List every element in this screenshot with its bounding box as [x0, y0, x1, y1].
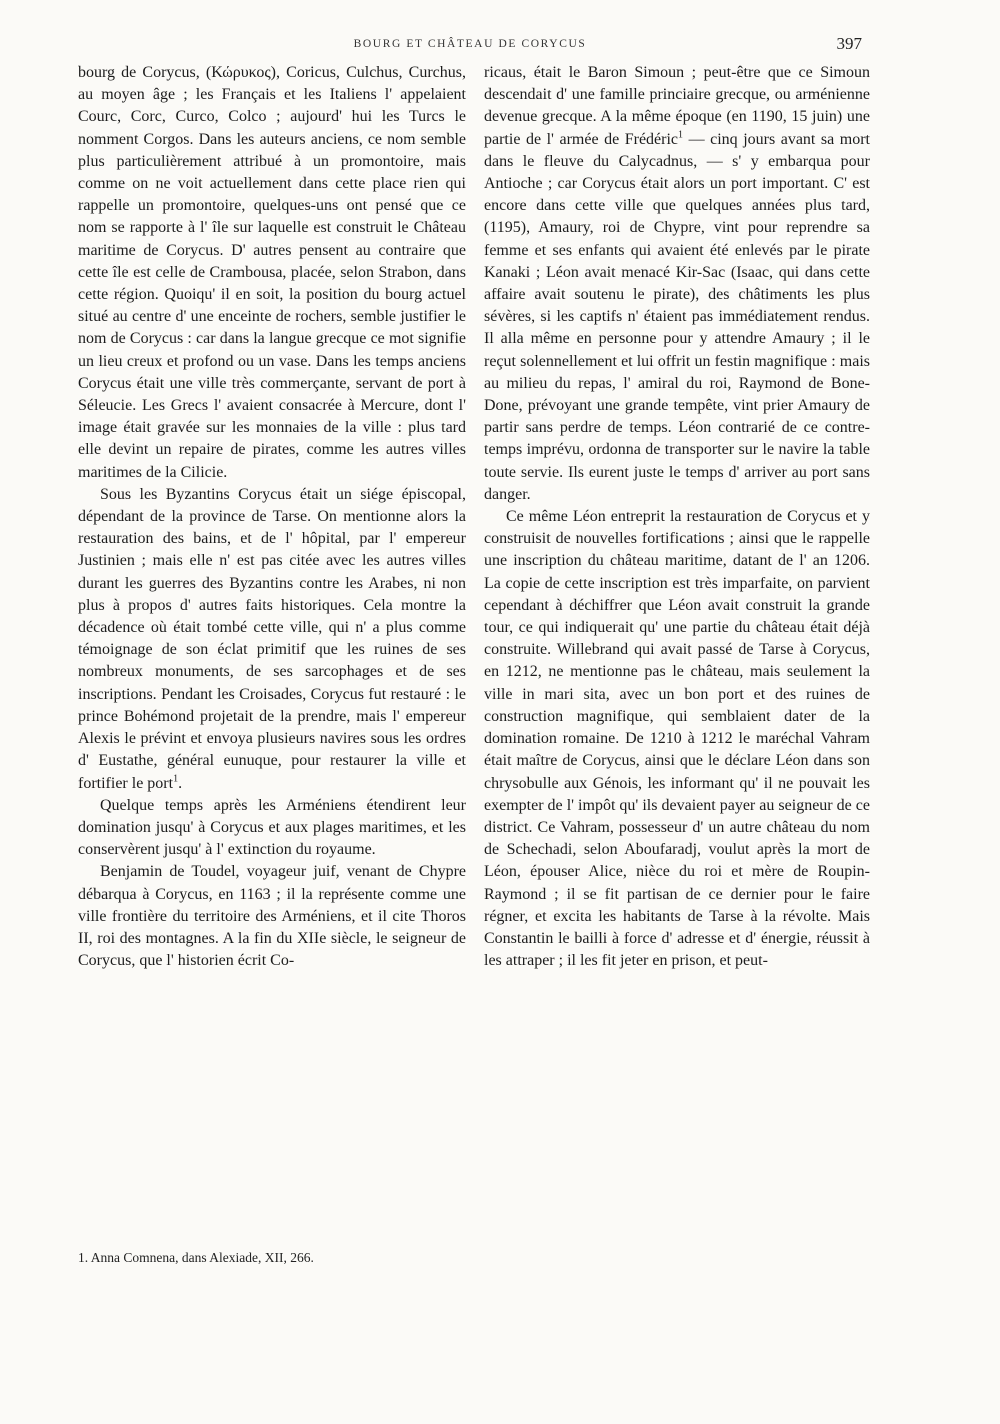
paragraph: bourg de Corycus, (Κώρυκος), Coricus, Culchus, Curchus, au moyen âge ; les Français et les Italiens l' appelaient Courc, Corc, Curco, Colco ; aujourd' hui les Turcs le nomment Corgos. Dans les auteurs anciens, ce nom semble plus particulièrement attribué à un promontoire, mais comme on ne voit actuellement dans cette place rien qui rappelle un promontoire, quelques-uns ont pensé que ce nom se rapporte à l' île sur laquelle est construit le Château maritime de Corycus. D' autres pensent au contraire que cette île est celle de Crambousa, placée, selon Strabon, dans cette région. Quoiqu' il en soit, la position du bourg actuel situé au centre d' une enceinte de rochers, semble justifier le nom de Corycus : car dans la langue grecque ce mot signifie un lieu creux et profond ou un vase. Dans les temps anciens Corycus était une ville très commerçante, servant de port à Séleucie. Les Grecs l' avaient consacrée à Mercure, dont l' image était gravée sur les monnaies de la ville : plus tard elle devint un repaire de pirates, comme les autres villes maritimes de la Cilicie.: [78, 64, 466, 481]
page-header: [78, 34, 862, 58]
paragraph: Benjamin de Toudel, voyageur juif, venant de Chypre débarqua à Corycus, en 1163 ; il la représente comme une ville frontière du territoire des Arméniens, et il cite Thoros II, roi des montagnes. A la fin du XIIe siècle, le seigneur de Corycus, que l' historien écrit Co-: [78, 863, 466, 970]
footnote: 1. Anna Comnena, dans Alexiade, XII, 266.: [78, 1250, 314, 1265]
page-number: 397: [836, 34, 862, 53]
right-column: [484, 62, 870, 972]
footnote-ref: 1: [678, 129, 684, 141]
paragraph: [78, 484, 466, 795]
paragraph-text: Sous les Byzantins Corycus était un siége épiscopal, dépendant de la province de Tarse. On mentionne alors la restauration des bains, et de l' hôpital, par l' empereur Justinien ; mais elle n' est pas citée avec les autres villes durant les guerres des Byzantins contre les Arabes, ni non plus à propos d' autres faits historiques. Cela montre la décadence où était tombé cette ville, qui n' a plus comme témoignage de son éclat primitif que les ruines de ses nombreux monuments, de ses sarcophages et de ses inscriptions. Pendant les Croisades, Corycus fut restauré : le prince Bohémond projetait de la prendre, mais l' empereur Alexis le prévint et envoya plusieurs navires sous les ordres d' Eustathe, général eunuque, pour restaurer la ville et fortifier le port: [78, 485, 466, 792]
paragraph: Ce même Léon entreprit la restauration de Corycus et y construisit de nouvelles fortifications ; ainsi que le rappelle une inscription du château maritime, datant de l' an 1206. La copie de cette inscription est très imparfaite, on parvient cependant à déchiffrer que Léon avait construit la grande tour, ce qui indiquerait qu' une partie du château était déjà construite. Willebrand qui avait passé de Tarse à Corycus, en 1212, ne mentionne pas le château, mais seulement la ville in mari sita, avec un bon port et des ruines de construction magnifique, qui semblaient dater de la domination romaine. De 1210 à 1212 le maréchal Vahram était maître de Corycus, ainsi que le déclare Léon dans son chrysobulle aux Génois, les informant qu' il ne pouvait les exempter de l' impôt qu' ils devaient payer au seigneur de ce district. Ce Vahram, possesseur d' un autre château du nom de Schechadi, selon Aboufaradj, voulut après la mort de Léon, épouser Alice, nièce du roi et mère de Roupin-Raymond ; il se fit partisan de ce dernier pour le faire régner, et excita les habitants de Tarse à la révolte. Mais Constantin le bailli à force d' adresse et d' énergie, réussit à les attraper ; il les fit jeter en prison, et peut-: [484, 508, 870, 970]
left-column: [78, 62, 466, 972]
footnote-ref: 1: [173, 773, 179, 785]
paragraph: [484, 62, 870, 506]
paragraph-text: ricaus, était le Baron Simoun ; peut-être que ce Simoun descendait d' une famille princiaire grecque, ou arménienne devenue grecque. A la même époque (en 1190, 15 juin) une partie de l' armée de Frédéric: [484, 64, 870, 148]
running-head: BOURG ET CHÂTEAU DE CORYCUS: [353, 38, 587, 50]
paragraph-text: — cinq jours avant sa mort dans le fleuve du Calycadnus, — s' y embarqua pour Antioche ; car Corycus était alors un port important. C' est encore dans cette ville que quelques années plus tard, (1195), Amaury, roi de Chypre, vint pour reprendre sa femme et ses enfants qui avaient été enlevés par le pirate Kanaki ; Léon avait menacé Kir-Sac (Isaac, qui dans cette affaire avait soutenu le pirate), des châtiments les plus sévères, si les captifs n' étaient pas immédiatement rendus. Il alla même en personne pour y attendre Amaury ; il le reçut solennellement et lui offrit un festin magnifique : mais au milieu du repas, l' amiral du roi, Raymond de Bone-Done, prévoyant une grande tempête, vint prier Amaury de partir sans perdre de temps. Léon contrarié de ce contre-temps imprévu, ordonna de transporter sur le navire la table toute servie. Ils eurent juste le temps d' arriver au port sans danger.: [484, 130, 870, 503]
paragraph: Quelque temps après les Arméniens étendirent leur domination jusqu' à Corycus et aux plages maritimes, et les conservèrent jusqu' à l' extinction du royaume.: [78, 796, 466, 859]
paragraph-end: .: [178, 774, 183, 792]
